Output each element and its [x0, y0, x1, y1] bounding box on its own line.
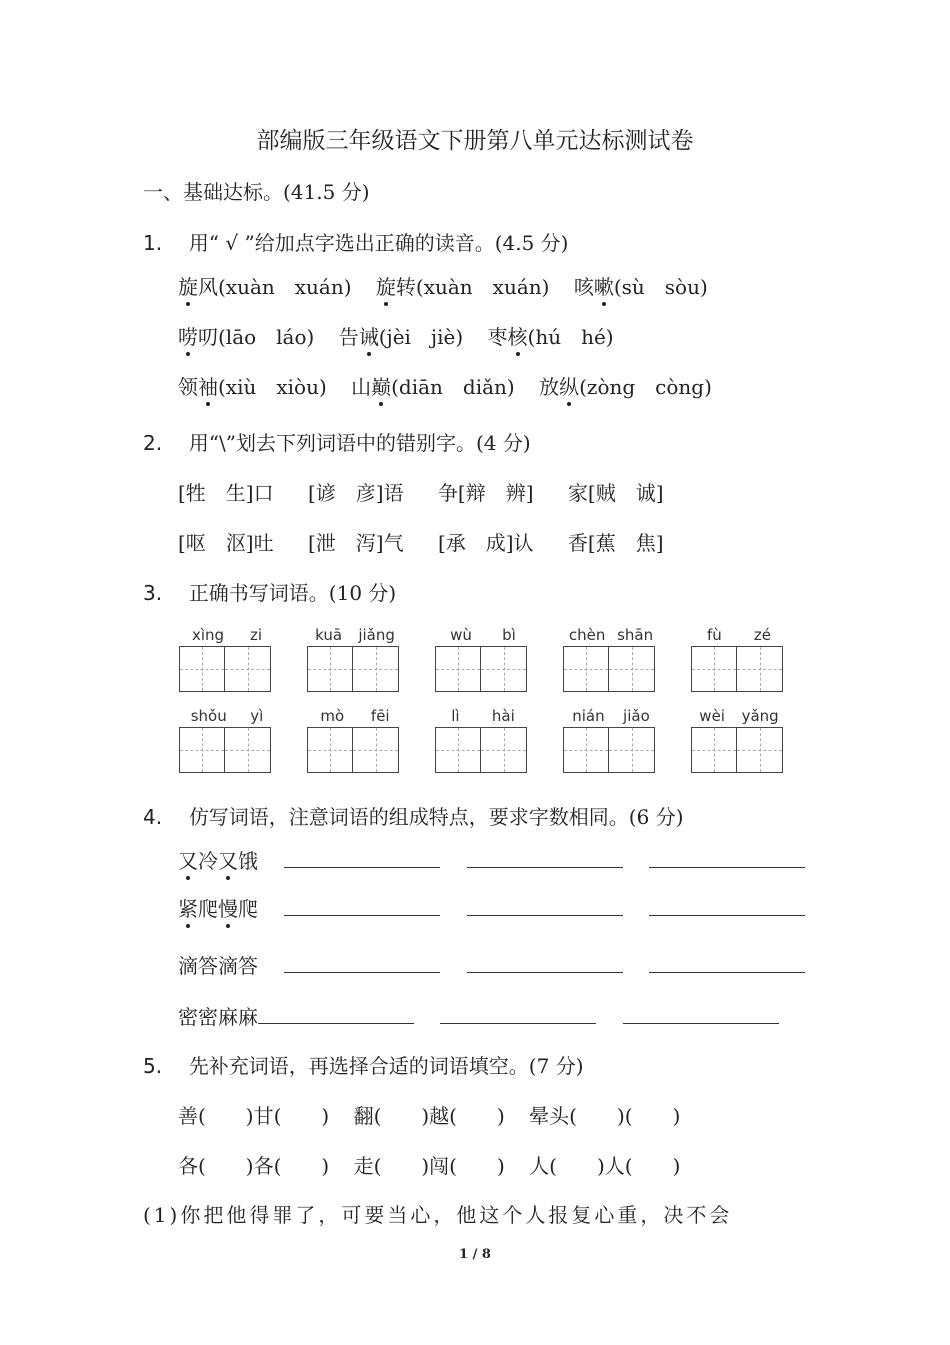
q3-header	[143, 577, 396, 606]
q4-row-4	[178, 1001, 779, 1030]
q4-row-2	[178, 893, 805, 922]
writing-box[interactable]	[225, 646, 271, 692]
q5-item: 翻( )越( )	[353, 1104, 505, 1128]
writing-grid	[179, 626, 275, 692]
q5-number: 5.	[143, 1054, 163, 1078]
q3-number: 3.	[143, 581, 163, 605]
answer-blank[interactable]	[649, 952, 805, 973]
q4-example-word: 紧爬慢爬	[178, 897, 258, 921]
answer-blank[interactable]	[649, 895, 805, 916]
writing-box[interactable]	[435, 727, 481, 773]
q4-number: 4.	[143, 805, 163, 829]
answer-blank[interactable]	[258, 1003, 414, 1024]
writing-box[interactable]	[691, 646, 737, 692]
writing-grid	[307, 707, 403, 773]
q1-item: 唠叨(lāo láo)	[178, 321, 314, 350]
pinyin-label: kuā jiǎng	[315, 626, 395, 644]
answer-blank[interactable]	[467, 847, 623, 868]
writing-box[interactable]	[307, 646, 353, 692]
answer-blank[interactable]	[467, 952, 623, 973]
writing-box[interactable]	[307, 727, 353, 773]
writing-grid	[307, 626, 403, 692]
q2-header	[143, 427, 531, 456]
q2-item: [谚 彦]语	[307, 481, 404, 505]
writing-box[interactable]	[691, 727, 737, 773]
q2-number: 2.	[143, 431, 163, 455]
writing-box[interactable]	[225, 727, 271, 773]
writing-box[interactable]	[609, 646, 655, 692]
q5-item: 走( )闯( )	[353, 1154, 505, 1178]
q5-row-1	[178, 1100, 680, 1129]
pinyin-label: wèi yǎng	[699, 707, 779, 725]
pinyin-label: xìng zi	[191, 626, 263, 644]
q1-item: 放纵(zòng còng)	[539, 371, 712, 400]
answer-blank[interactable]	[284, 952, 440, 973]
q1-item: 告诫(jèi jiè)	[339, 321, 463, 350]
q2-text: 用“\”划去下列词语中的错别字。(4 分)	[188, 431, 531, 455]
pinyin-label: mò fēi	[320, 707, 390, 725]
q1-text: 用“ √ ”给加点字选出正确的读音。(4.5 分)	[188, 231, 569, 255]
q1-number: 1.	[143, 231, 163, 255]
q5-text: 先补充词语，再选择合适的词语填空。(7 分)	[188, 1054, 584, 1078]
q2-item: [牲 生]口	[178, 481, 274, 505]
q1-row-3	[178, 371, 712, 400]
writing-box[interactable]	[563, 727, 609, 773]
answer-blank[interactable]	[440, 1003, 596, 1024]
q2-item: [呕 沤]吐	[178, 531, 274, 555]
pinyin-label: lì hài	[451, 707, 515, 725]
answer-blank[interactable]	[284, 895, 440, 916]
writing-box[interactable]	[609, 727, 655, 773]
writing-box[interactable]	[481, 646, 527, 692]
q1-item: 咳嗽(sù sòu)	[574, 271, 708, 300]
q5-item: 人( )人( )	[529, 1154, 681, 1178]
section-heading: 一、基础达标。(41.5 分)	[143, 180, 370, 204]
pinyin-label: fù zé	[707, 626, 771, 644]
pinyin-label: shǒu yì	[190, 707, 264, 725]
q2-item: 家[贼 诚]	[567, 481, 664, 505]
q1-item: 枣核(hú hé)	[488, 321, 614, 350]
writing-grid	[179, 707, 275, 773]
page-number: 1 / 8	[459, 1247, 491, 1262]
q4-example-word: 滴答滴答	[178, 954, 258, 978]
q2-row-2	[178, 527, 664, 556]
q1-row-2	[178, 321, 614, 350]
q5-header	[143, 1050, 584, 1079]
q4-row-1	[178, 845, 805, 874]
writing-box[interactable]	[353, 646, 399, 692]
q4-example-word: 密密麻麻	[178, 1005, 258, 1029]
q1-row-1	[178, 271, 708, 300]
pinyin-label: nián jiǎo	[572, 707, 650, 725]
q2-row-1	[178, 477, 664, 506]
q4-text: 仿写词语，注意词语的组成特点，要求字数相同。(6 分)	[188, 805, 684, 829]
q4-row-3	[178, 950, 805, 979]
answer-blank[interactable]	[649, 847, 805, 868]
q2-item: 争[辩 辨]	[437, 481, 534, 505]
writing-grid	[435, 626, 531, 692]
q2-item: 香[蕉 焦]	[567, 531, 664, 555]
answer-blank[interactable]	[623, 1003, 779, 1024]
q2-item: [承 成]认	[437, 531, 534, 555]
writing-box[interactable]	[481, 727, 527, 773]
writing-grid	[563, 707, 659, 773]
page-title: 部编版三年级语文下册第八单元达标测试卷	[256, 128, 694, 154]
writing-grid	[691, 707, 787, 773]
writing-box[interactable]	[737, 727, 783, 773]
writing-box[interactable]	[737, 646, 783, 692]
q5-subquestion-1: (1)你把他得罪了，可要当心，他这个人报复心重，决不会	[143, 1203, 733, 1227]
writing-grid	[691, 626, 787, 692]
writing-box[interactable]	[179, 646, 225, 692]
q1-item: 旋风(xuàn xuán)	[178, 271, 352, 300]
q5-row-2	[178, 1150, 680, 1179]
q2-item: [泄 泻]气	[307, 531, 404, 555]
q5-item: 各( )各( )	[178, 1154, 330, 1178]
q1-header	[143, 227, 569, 256]
answer-blank[interactable]	[284, 847, 440, 868]
pinyin-label: chèn shān	[568, 626, 654, 644]
writing-box[interactable]	[179, 727, 225, 773]
writing-box[interactable]	[435, 646, 481, 692]
pinyin-label: wù bì	[450, 626, 516, 644]
q1-item: 山巅(diān diǎn)	[351, 371, 515, 400]
q1-item: 领袖(xiù xiòu)	[178, 371, 327, 400]
q1-item: 旋转(xuàn xuán)	[376, 271, 550, 300]
q4-example-word: 又冷又饿	[178, 849, 258, 873]
writing-grid	[563, 626, 659, 692]
writing-box[interactable]	[563, 646, 609, 692]
writing-grid	[435, 707, 531, 773]
q4-header	[143, 801, 684, 830]
writing-box[interactable]	[353, 727, 399, 773]
q5-item: 晕头( )( )	[529, 1104, 681, 1128]
q3-text: 正确书写词语。(10 分)	[188, 581, 397, 605]
answer-blank[interactable]	[467, 895, 623, 916]
q5-item: 善( )甘( )	[178, 1104, 330, 1128]
